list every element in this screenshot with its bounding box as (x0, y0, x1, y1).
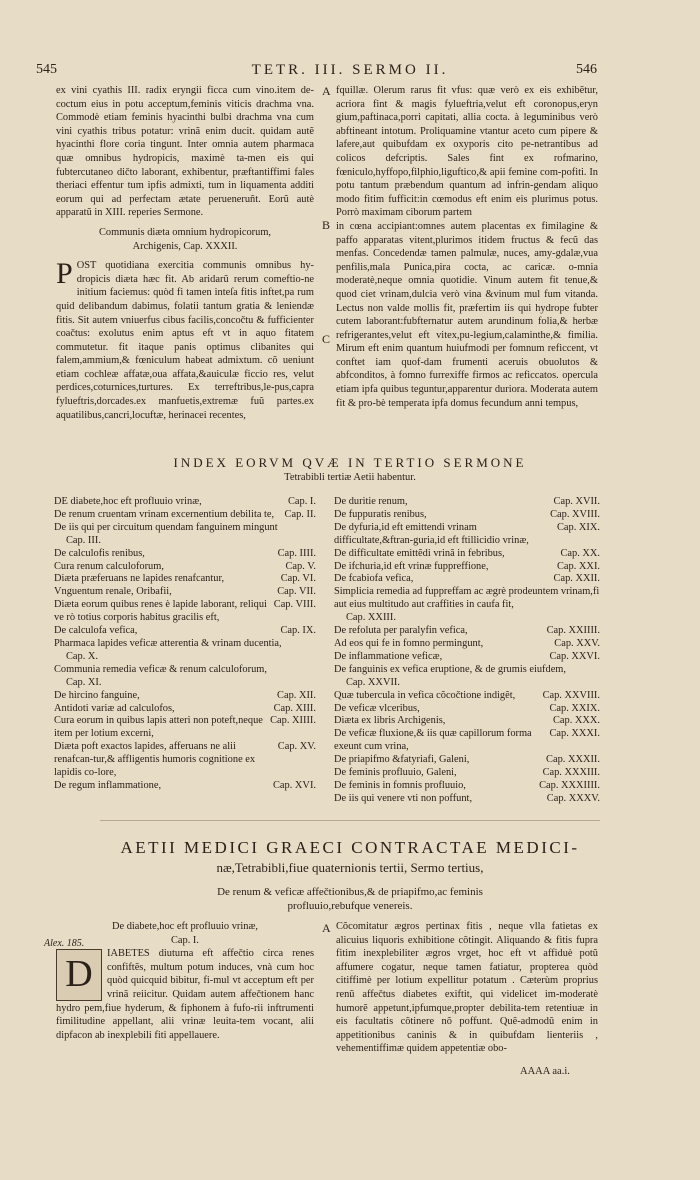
index-entry-text: De regum inflammatione, (54, 779, 162, 791)
paragraph: in cœna accipiant:omnes autem placentas ex fimilagine & paffo apparatas vitent,plurimos itidem fructus & fecũ das menfas. Concedendæ tamen palmulæ, nuces, amy-gdalæ,vua penfilis,mala Punica,pira cocta, ac caricæ. o-mnia moderatè,neque omnia quotidie. Vinum autem fit tenue,& quod ciet vrinam,dulcia verò vina &vinum mul fum vitanda. Lectus non valde mollis fit, præfertim iis qui hydrope fubter cutem laborant:fubfternatur autem arundinum folia,& herbæ refrigerantes,velut eft vitex,pu-legium,calaminthe,& fimilia. Mirum eft enim quantum huiufmodi per fomnum reficcent, vt conftet iam quof-dam frumenti aceruis obuolutos & abfconditos, à fomno furrexiffe firmos ac reficcatos. opercula etiam ipfa quibus teguntur,apparentur duriora. Moderata autem fit & pro-bè temperata ipfa domus fecundum anni tempus, (336, 220, 598, 409)
index-entry-text: Cap. X. (66, 650, 99, 662)
index-entry (334, 612, 600, 625)
index-entry-chapter: Cap. XXVI. (549, 650, 600, 662)
margin-letter-a-lower: A (322, 921, 331, 935)
index-entry (54, 548, 316, 561)
index-entry (54, 509, 316, 522)
index-entry-chapter: Cap. I. (288, 496, 316, 507)
index-entry-text: De feminis profluuio, Galeni, (334, 767, 457, 779)
index-entry-text: Antidoti variæ ad calculofos, (54, 702, 175, 714)
index-entry-chapter: Cap. XXXV. (546, 792, 600, 804)
index-entry (334, 767, 600, 780)
subheading: Communis diæta omnium hydropicorum, (98, 226, 272, 238)
index-entry-text: Diæta præferuans ne lapides renafcantur, (54, 573, 225, 585)
index-entry-chapter: Cap. IX. (280, 625, 316, 637)
index-entry-text: Quæ tubercula in vefica cõcočtione indigẽt, (334, 689, 516, 701)
index-entry-chapter: Cap. XXII. (553, 573, 600, 585)
index-entry (54, 690, 316, 703)
index-entry-text: De calculofis renibus, (54, 547, 145, 559)
index-entry-text: De veficæ vlceribus, (334, 702, 420, 714)
index-entry-text: De feminis in fomnis profluuio, (334, 779, 466, 791)
index-entry-chapter: Cap. XXXI. (549, 728, 600, 740)
index-entry-text: De refoluta per paralyfin vefica, (334, 625, 468, 637)
index-entry-text: De iis qui per circuitum quendam fanguinem mingunt (54, 521, 278, 533)
section-title-line2: næ,Tetrabibli,fiue quaternionis tertii, Sermo tertius, (216, 860, 484, 875)
index-entry (334, 754, 600, 767)
index-entry-text: De renum cruentam vrinam excernentium debilita te, (54, 508, 275, 520)
index-entry (54, 586, 316, 599)
index-entry-text: Pharmaca lapides veficæ atterentia & vrinam ducentia, (54, 637, 282, 649)
margin-note: Alex. 185. (44, 938, 85, 949)
index-entry-text: Diæta poft exactos lapides, afferuans ne alii renafcan-tur,& affligentis humoris cognitione ex lapidis co-lore, (54, 741, 256, 779)
index-entry (334, 561, 600, 574)
page-number-left: 545 (36, 62, 57, 77)
top-right-column (336, 84, 598, 410)
index-entry-chapter: Cap. V. (285, 560, 316, 572)
chapter-number: Cap. I. (171, 934, 199, 946)
subheading-cap: Cap. XXXII. (183, 240, 238, 252)
subheading-author (56, 240, 314, 254)
paragraph: ex vini cyathis III. radix eryngii ficca cum vino.item de-coctum eius in potu acceptum,feminis viticis drachma vna. Commodè etiam feminis hyacinthi bulbi drachma vna cum vini cyathis tribus potatur: vrinã enim ducit. quidam autẽ hyacinthi flore coria tingunt. Inter omnia autem pharmaca quæ omnibus hydropicis, maximè ta-men eis qui fubtercutaneo dičto laborant, exhibentur, præftantiffimi fales theriaci effentur tum ipfis admixti, tum in liquamenta additi eorum qui ad perfectam ætate perueneruñt. Eorũ autè apparatũ in XIII. reperies Sermone. (56, 85, 314, 219)
index-entry-text: De hircino fanguine, (54, 689, 140, 701)
index-entry-chapter: Cap. XXVIII. (542, 689, 600, 701)
index-entry (54, 741, 316, 780)
index-entry (334, 625, 600, 638)
index-entry (334, 522, 600, 548)
index-left-column (54, 496, 316, 793)
section-subtitle-line2: profluuio,rebufque venereis. (287, 900, 413, 912)
index-entry (54, 522, 316, 535)
index-entry (54, 561, 316, 574)
running-title: TETR. III. SERMO II. (251, 62, 449, 78)
index-entry (54, 638, 316, 651)
index-entry-chapter: Cap. XXIX. (549, 702, 600, 714)
index-entry (334, 651, 600, 664)
index-entry-text: De dyfuria,id eft emittendi vrinam difficultate,&ftran-guria,id eft ftillicidio vrinæ, (334, 521, 529, 546)
index-entry (334, 715, 600, 728)
top-left-column (56, 84, 314, 422)
index-entry-text: Cap. XI. (66, 676, 102, 688)
index-right-column (334, 496, 600, 806)
index-entry (54, 599, 316, 625)
index-entry (54, 703, 316, 716)
index-entry-text: Ad eos qui fe in fomno permingunt, (334, 637, 484, 649)
index-entry-chapter: Cap. XXX. (552, 715, 600, 727)
index-entry-text: De inflammatione veficæ, (334, 650, 443, 662)
margin-letter-a: A (322, 84, 331, 98)
index-entry-chapter: Cap. XXXII. (546, 754, 600, 766)
index-entry-text: Vnguentum renale, Oribafii, (54, 586, 172, 598)
paragraph (56, 259, 314, 422)
index-entry (54, 496, 316, 509)
index-entry-text: Cura renum calculoforum, (54, 560, 164, 572)
index-title: INDEX EORVM QVÆ IN TERTIO SERMONE (173, 455, 527, 470)
index-entry (334, 586, 600, 612)
paragraph: fquillæ. Olerum rarus fit vfus: quæ verò ex eis exhibẽtur, acriora fint & magis fylueftria,velut eft coronopus,eryn gium,paftinaca,porri capitati, allia cocta. à leguminibus verò abftineant intotum. Proliquamine vtantur aceto cum pipere & lafere,aut quibufdam ex oxyporis cito pe-netrantibus ad colicos defcriptis. Sales fint ex rofmarino, fœniculo,hyffopo,filphio,liguftico,& apii femine com-pofiti. In potu tantum præbendum quantum ad infrin-gendam aliquo modo fitim fufficit:in cœmodus eft enim eis plurimus potus. Porrò maximam ciborum partem (336, 85, 598, 219)
index-entry-text: De fuppuratis renibus, (334, 508, 427, 520)
index-entry (334, 780, 600, 793)
section-subtitle: De renum & veficæ affečtionibus,& de priapifmo,ac feminis (217, 886, 483, 898)
index-entry (334, 509, 600, 522)
index-entry (334, 496, 600, 509)
index-entry (334, 573, 600, 586)
index-entry-chapter: Cap. XV. (277, 741, 316, 753)
index-entry-text: DE diabete,hoc eft profluuio vrinæ, (54, 496, 202, 507)
paragraph-text: OST quotidiana exercitia communis omnibus hy-dropicis diæta hæc fit. Ab aridarũ rerum comeftio-ne initium faciemus: quòd fi tamen inteſa fitis inftet,pa rum quid delibandum dabimus, folatii tantum gratia & leniendæ fitis. Sit autem vniuerfus cibus facilis,concočtu & fufficienter coačtus: exolutus enim aptus eft vt in aquo fitatem commutetur. fit itaque panis optimus clibanites qui falem,ammium,& fœniculum habeat admixtum. cõ ueniunt etiam cochleæ affatæ,oua affata,&auiculæ ficcio res, velut perdices,coturnices,turtures. Ex terreftribus,le-pus,capra fylueftris,dorcades.ex manfuetis,extremæ fuũ partes.ex aquatilibus,cancri,locuftæ, herinacei recentes, (56, 260, 314, 421)
initial-letter: P (56, 257, 73, 291)
chapter-heading: De diabete,hoc eft profluuio vrinæ, (111, 921, 258, 932)
margin-letter-c: C (322, 332, 331, 346)
index-entry-text: Cap. XXVII. (346, 676, 400, 688)
index-entry-text: Diæta ex libris Archigenis, (334, 715, 446, 727)
bottom-right-column (336, 920, 598, 1056)
margin-letter-b: B (322, 218, 331, 232)
index-entry-chapter: Cap. VIII. (273, 599, 316, 611)
bottom-left-column (56, 920, 314, 1042)
index-entry-text: Cap. III. (66, 534, 101, 546)
index-entry (54, 625, 316, 638)
index-entry-text: Diæta eorum quibus renes è lapide laborant, reliqui ve rò totius corporis habitus gracilis eft, (54, 599, 267, 624)
index-entry-chapter: Cap. VI. (280, 573, 316, 585)
index-entry-text: Simplicia remedia ad fuppreffam ac ægrè prodeuntem vrinam,fi aut eius multitudo aut craffities in caufa fit, (334, 586, 600, 611)
index-entry (334, 793, 600, 806)
index-entry-chapter: Cap. XVI. (273, 779, 316, 791)
index-entry-text: De iis qui venere vti non poffunt, (334, 792, 473, 804)
index-entry-chapter: Cap. VII. (277, 586, 316, 598)
index-entry (54, 535, 316, 548)
index-entry-chapter: Cap. XXV. (554, 637, 600, 649)
index-entry (334, 638, 600, 651)
index-entry-chapter: Cap. XXXIIII. (539, 779, 600, 791)
paragraph (56, 947, 314, 1042)
index-entry-chapter: Cap. XVIII. (550, 508, 600, 520)
index-entry-chapter: Cap. XXIIII. (546, 625, 600, 637)
index-entry (334, 677, 600, 690)
index-entry (54, 664, 316, 677)
index-entry (54, 677, 316, 690)
index-entry-text: De ifchuria,id eft vrinæ fuppreffione, (334, 560, 489, 572)
catchword: AAAA aa.i. (520, 1066, 570, 1077)
index-entry-chapter: Cap. XXI. (557, 560, 600, 572)
page-number-right: 546 (576, 62, 597, 77)
ornamental-initial: D (56, 949, 102, 1001)
index-entry-chapter: Cap. XIX. (557, 521, 600, 533)
index-entry-chapter: Cap. XVII. (553, 496, 600, 507)
index-entry-text: Communia remedia veficæ & renum calculoforum, (54, 663, 267, 675)
subheading-author-name: Archigenis, (132, 240, 181, 252)
index-entry-chapter: Cap. XIII. (273, 702, 316, 714)
index-entry (334, 690, 600, 703)
index-entry (54, 651, 316, 664)
index-entry (54, 573, 316, 586)
index-entry-chapter: Cap. XII. (277, 689, 316, 701)
index-entry (54, 715, 316, 741)
divider (100, 820, 600, 821)
section-title: AETII MEDICI GRAECI CONTRACTAE MEDICI- (120, 838, 580, 857)
index-entry-text: De priapifmo &fatyriafi, Galeni, (334, 754, 470, 766)
paragraph-text: IABETES diuturna eft affečtio circa renes confiftẽs, multum potum induces, vnà cum hoc quòd quicquid bibitur, fi-mul vt acceptum eft per vrinã reiicitur. Quidam autem affečtionem hanc hydro pem,fiue hyderum, & fiphonem à fufo-rii inftrumenti fimilitudine appellant, alii vrinæ leuita-tem vocant, alii dipfacon ab inexplebili fiti appellauere. (56, 948, 314, 1041)
index-entry (334, 664, 600, 677)
index-entry (334, 728, 600, 754)
index-entry (334, 703, 600, 716)
index-entry-text: De calculofa vefica, (54, 625, 138, 637)
paragraph: Cõcomitatur ægros pertinax fitis , neque vlla fatietas ex alicuius liquoris exhibitione cõtingit. Aliquando & fitis fupra fitim inexplebiliter ægros vrget, hoc eft vt affiduè potũ affumere cogatur, neque tamen fatiatur, propterea quòd citiffimè per lotium expellitur potatum . Cæterùm proprius renũ affečtus diabetes exiftit, qui videlicet im-moderatè humorẽ appetunt,ipfumque,propter debilita-tem retentiuæ in eis facultatis cõtinere nõ poffunt. Quẽ-admodũ enim in appetitionibus caninis & in quibufdam lienteriis , vehementiffimæ quidem appetentiæ obo- (336, 921, 598, 1055)
index-entry-chapter: Cap. IIII. (277, 547, 316, 559)
index-entry-chapter: Cap. XX. (560, 547, 600, 559)
index-entry-text: De fanguinis ex vefica eruptione, & de grumis eiufdem, (334, 663, 566, 675)
index-subtitle: Tetrabibli tertiæ Aetii habentur. (284, 472, 416, 483)
index-entry-text: De veficæ fluxione,& iis quæ capillorum forma exeunt cum vrina, (334, 728, 532, 753)
index-entry-text: Cura eorum in quibus lapis atteri non poteft,neque item per lotium excerni, (54, 715, 263, 740)
index-entry-text: De fcabiofa vefica, (334, 573, 414, 585)
index-entry-text: De duritie renum, (334, 496, 408, 507)
index-entry-chapter: Cap. II. (284, 508, 316, 520)
index-entry-text: De difficultate emittẽdi vrinã in febribus, (334, 547, 505, 559)
index-entry-chapter: Cap. XIIII. (270, 715, 316, 727)
index-entry-text: Cap. XXIII. (346, 612, 396, 624)
index-entry (54, 780, 316, 793)
index-entry (334, 548, 600, 561)
index-entry-chapter: Cap. XXXIII. (542, 767, 600, 779)
